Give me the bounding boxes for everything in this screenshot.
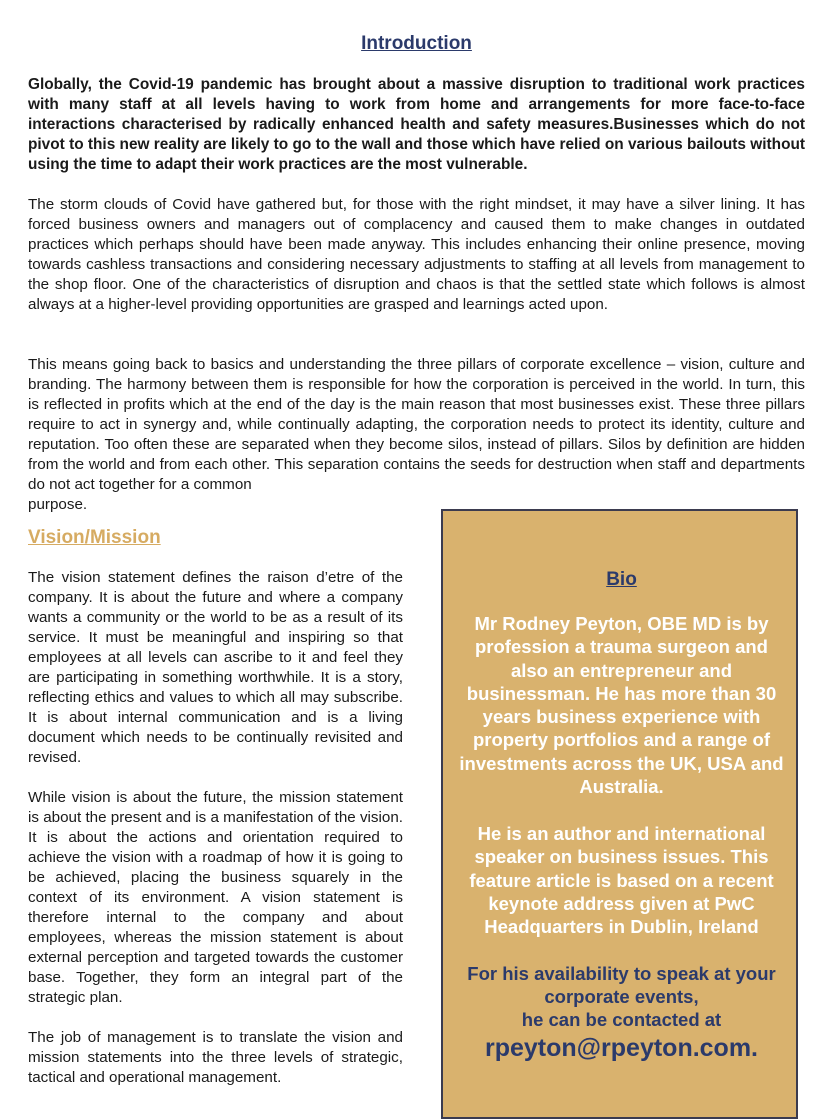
- bio-speaker-note: He is an author and international speaker on business issues. This feature article is based on a recent keynote address given at PwC Headquarters in Dublin, Ireland: [469, 823, 774, 938]
- bio-box: [441, 509, 798, 1119]
- bio-contact-line-1: For his availability to speak at your corporate events,: [467, 963, 776, 1008]
- bio-title: Bio: [606, 569, 637, 590]
- vision-paragraph: The vision statement defines the raison d’etre of the company. It is about the future and where a company wants a community or the world to be as a result of its service. It must be meaningful and inspiring so that employees at all levels can ascribe to it and feel they are participating in something worthwhile. It is a story, reflecting ethics and values to which all may subscribe. It is about internal communication and is a living document which needs to be continually revisited and revised.: [28, 569, 403, 766]
- body-paragraph-three-pillars: This means going back to basics and understanding the three pillars of corporate excellence – vision, culture and branding. The harmony between them is responsible for how the corporation is perceived in the world. In turn, this is reflected in profits which at the end of the day is the main reason that most businesses exist. These three pillars require to act in synergy and, while continually adapting, the corporation needs to protect its identity, culture and reputation. Too often these are separated when they become silos, instead of pillars. Silos by definition are hidden from the world and from each other. This separation contains the seeds for destruction when staff and departments do not act together for a common: [28, 356, 805, 493]
- bio-summary: Mr Rodney Peyton, OBE MD is by profession a trauma surgeon and also an entrepreneur and businessman. He has more than 30 years business experience with property portfolios and a range of investments across the UK, USA and Australia.: [459, 613, 784, 798]
- intro-paragraph: Globally, the Covid-19 pandemic has brought about a massive disruption to traditional work practices with many staff at all levels having to work from home and arrangements for more face-to-face interactions characterised by radically enhanced health and safety measures.Businesses which do not pivot to this new reality are likely to go to the wall and those which have relied on various bailouts without using the time to adapt their work practices are the most vulnerable.: [28, 76, 805, 173]
- mission-paragraph: While vision is about the future, the mission statement is about the present and is a manifestation of the vision. It is about the actions and orientation required to achieve the vision with a roadmap of how it is going to be achieved, placing the business squarely in the context of its environment. A vision statement is therefore internal to the company and about employees, whereas the mission statement is about external perception and targeted towards the customer base. Together, they form an integral part of the strategic plan.: [28, 789, 403, 1006]
- management-paragraph: The job of management is to translate the vision and mission statements into the three levels of strategic, tactical and operational management.: [28, 1029, 403, 1086]
- body-paragraph-storm-clouds: The storm clouds of Covid have gathered but, for those with the right mindset, it may have a silver lining. It has forced business owners and managers out of complacency and caused them to make changes in outdated practices which perhaps should have been made anyway. This includes enhancing their online presence, moving towards cashless transactions and considering necessary adjustments to staffing at all levels from management to the shop floor. One of the characteristics of disruption and chaos is that the settled state which follows is almost always at a higher-level providing opportunities are grasped and learnings acted upon.: [28, 196, 805, 313]
- bio-email[interactable]: rpeyton@rpeyton.com.: [484, 1034, 759, 1062]
- bio-contact-line-2: he can be contacted at: [521, 1009, 722, 1030]
- body-paragraph-three-pillars-tail: purpose.: [28, 496, 88, 513]
- vision-mission-heading: Vision/Mission: [28, 527, 161, 548]
- page-title: Introduction: [361, 33, 472, 54]
